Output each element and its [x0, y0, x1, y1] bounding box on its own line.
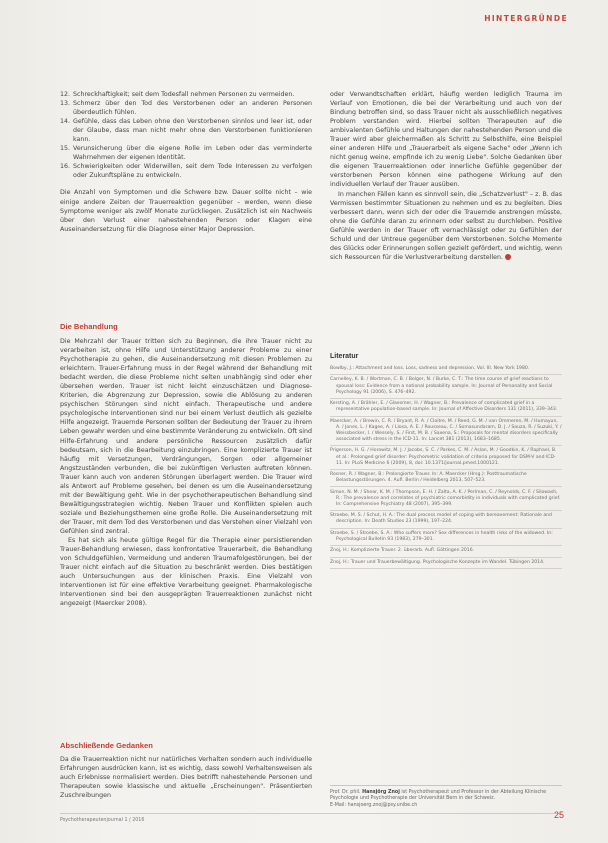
- left-column: [60, 90, 312, 234]
- right-column: [330, 90, 562, 262]
- literature-entry: Kersting, A. / Brähler, E. / Glaesmer, H. / Wagner, B.: Prevalence of complicated grief in a representative population-based sample. In: Journal of Affective Disorders 131 (2011), 339–343.: [330, 401, 562, 416]
- intro-paragraph: Die Anzahl von Symptomen und die Schwere bzw. Dauer sollte nicht – wie einige andere Zeiten der Trauerreaktion gegenüber – werden, wenn diese Symptome weniger als zwölf Monate zurückliegen. Zusätzlich ist ein Nachweis über den Verlust einer nahestehenden Person oder Klagen eine Auseinandersetzung für die Diagnose einer Major Depression.: [60, 189, 312, 233]
- symptom-text: Verunsicherung über die eigene Rolle im Leben oder das verminderte Wahrnehmen der eigenen Identität.: [73, 145, 312, 162]
- literature-list: [330, 366, 562, 571]
- symptom-number: 15.: [60, 145, 71, 153]
- end-mark-icon: [505, 254, 511, 260]
- gedanken-body: [60, 755, 312, 800]
- symptom-item: [60, 117, 312, 144]
- symptom-item: [60, 144, 312, 162]
- symptom-number: 14.: [60, 118, 71, 126]
- literature-entry: Prigerson, H. G. / Horowitz, M. J. / Jacobs, S. C. / Parkes, C. M. / Aslan, M. / Goodkin, K. / Raphael, B. et al.: Prolonged grief disorder: Psychometric validation of criteria proposed for DSM-V and ICD-11. In: PLoS Medicine 6 (2009), 8, doi: 10.1371/journal.pmed.1000121.: [330, 448, 562, 469]
- author-email: E-Mail: hansjoerg.znoj@psy.unibe.ch: [330, 802, 418, 808]
- right-paragraph: oder Verwandtschaften erklärt, häufig werden lediglich Trauma im Verlauf von Emotionen, die bei der Verarbeitung und auch von der Bindung betroffen sind, so dass Trauer nicht als ausschließlich negatives Problem verstanden wird. Hierbei sollten Therapeuten auf die ambivalenten Gefühle und Haltungen der nahestehenden Person und die Trauer wird aber gleichermaßen als Schritt zu Selbsthilfe, eine Beispiel einer anderen Hilfe und „Trauerarbeit als eigene Sache" oder „Wenn ich nicht genug weine, empfinde ich zu wenig Liebe". Solche Gedanken über die eigenen Trauerreaktionen oder innerliche Gefühle gegenüber der verstorbenen Person können eine pathogene Wirkung auf den individuellen Verlauf der Trauer ausüben.: [330, 91, 562, 189]
- author-name: Hansjörg Znoj: [362, 790, 400, 795]
- author-prefix: Prof. Dr. phil.: [330, 790, 361, 795]
- author-bio: ist Psychotherapeut und Professor in der Abteilung Klinische Psychologie und Psychotherapie der Universität Bern in der Schweiz.: [330, 790, 547, 802]
- literature-entry: Rosner, R. / Wagner, B.: Prolongierte Trauer. In: A. Maercker (Hrsg.): Posttraumatische Belastungsstörungen. 4. Aufl. Berlin / Heidelberg 2013, 507–523.: [330, 472, 562, 487]
- symptom-list: [60, 90, 312, 180]
- symptom-text: Schwierigkeiten oder Widerwillen, seit dem Tode Interessen zu verfolgen oder Zukunftspläne zu entwickeln.: [73, 163, 312, 180]
- behandlung-paragraph: Es hat sich als heute gültige Regel für die Therapie einer persistierenden Trauer-Behandlung erwiesen, dass konfrontative Trauerarbeit, die Behandlung von Schuldgefühlen, Vermeidung und anderen Traumafolgestörungen, bei der Trauer nicht einfach auf die Situation zu beschränkt werden. Dies bestätigen auch Untersuchungen aus der klinischen Praxis. Eine Vielzahl von Interventionen ist für eine effektive Verarbeitung geeignet. Pharmakologische Interventionen sind bei den ausgeprägten Trauerreaktionen zunächst nicht angezeigt (Maercker 2008).: [60, 537, 312, 608]
- journal-footer: Psychotherapeutenjournal 1 / 2016: [60, 818, 145, 823]
- literature-entry: Znoj, H.: Komplizierte Trauer. 2. überarb. Aufl. Göttingen 2016.: [330, 548, 562, 557]
- symptom-text: Schmerz über den Tod des Verstorbenen oder an anderen Personen überdeutlich fühlen.: [73, 100, 312, 117]
- literature-entry: Stroebe, S. / Stroebe, S. A.: Who suffers more? Sex differences in health risks of the widowed. In: Psychological Bulletin 93 (1983), 279–301.: [330, 531, 562, 546]
- right-paragraph: [330, 190, 562, 262]
- symptom-item: [60, 99, 312, 117]
- literature-entry: Simon, N. M. / Shear, K. M. / Thompson, E. H. / Zalta, A. K. / Perlman, C. / Reynolds, C. F. / Silowash, R.: The prevalence and correlates of psychiatric comorbidity in individuals with complicated grief. In: Comprehensive Psychiatry 48 (2007), 395–399.: [330, 490, 562, 511]
- author-box: [330, 785, 562, 809]
- symptom-number: 16.: [60, 163, 71, 171]
- literature-entry: Znoj, H.: Trauer und Trauerbewältigung. Psychologische Konzepte im Wandel. Tübingen 2014.: [330, 560, 562, 569]
- literature-entry: Stroebe, M. S. / Schut, H. A.: The dual process model of coping with bereavement: Rationale and description. In: Death Studies 23 (1999), 197–224.: [330, 513, 562, 528]
- symptom-number: 12.: [60, 91, 71, 98]
- literature-entry: Carnelley, K. B. / Wortman, C. B. / Bolger, N. / Burke, C. T.: The time course of grief reactions to spousal loss: Evidence from a national probability sample. In: Journal of Personality and Social Psychology 91 (2006), S. 476–492.: [330, 377, 562, 398]
- literature-heading: Literatur: [330, 353, 359, 360]
- symptom-text: Gefühle, dass das Leben ohne den Verstorbenen sinnlos und leer ist, oder der Glaube, dass man nicht mehr ohne den Verstorbenen funktionieren kann.: [73, 118, 312, 144]
- footer-divider: [60, 813, 562, 814]
- symptom-number: 13.: [60, 100, 71, 108]
- symptom-text: Schreckhaftigkeit; seit dem Todesfall nehmen Personen zu vermeiden.: [73, 91, 295, 98]
- literature-entry: Maercker, A. / Brewin, C. R. / Bryant, R. A. / Cloitre, M. / Reed, G. M. / van Ommeren, M. / Humayun, A. / Jones, L. / Kagee, A. / Llosa, A. E. / Rousseau, C. / Somasundaram, D. J. / Souza, R. / Suzuki, Y. / Weissbecker, I. / Wessely, S. / First, M. B. / Saxena, S.: Proposals for mental disorders specifically associated with stress in the ICD-11. In: Lancet 381 (2013), 1683–1685.: [330, 419, 562, 447]
- literature-entry: Bowlby, J.: Attachment and loss. Loss, sadness and depression. Vol. III. New York 1980.: [330, 366, 562, 375]
- right-paragraph-text: In manchen Fällen kann es sinnvoll sein, die „Schatzverlust" – z. B. das Vermissen bestimmter Situationen zu nehmen und es zu begleiten. Dies verbessert dann, wenn sich der oder die Trauernde anstrengen müsste, ohne die Gefühle daran zu erinnern oder selbst zu durchleben. Positive Gefühle werden in der Trauer oft vernachlässigt oder zu Gefühlen der Schuld und der Untreue gegenüber dem Verstorbenen. Solche Momente des Glücks oder Erinnerungen sollen gezielt gefördert, und wichtig, wenn sich Ressourcen für die Verlustverarbeitung darstellen.: [330, 190, 562, 261]
- page-number: 25: [553, 810, 564, 820]
- heading-behandlung: Die Behandlung: [60, 322, 118, 331]
- section-header: HINTERGRÜNDE: [484, 14, 568, 23]
- behandlung-paragraph: Die Mehrzahl der Trauer tritten sich zu Beginnen, die ihre Trauer nicht zu verarbeiten ist, ohne Hilfe und Unterstützung anderer Probleme zu einer Psychotherapie zu gehen, die Auseinandersetzung mit diesen Problemen zu erleichtern. Trauer-Erfahrung muss in der Regel während der Behandlung mit bedacht werden, die diese Probleme nicht selten unabhängig sind oder eher übersehen werden. Trauer ist nicht leicht einzuschätzen und Diagnose-Kriterien, die Abgrenzung zur Depression, sowie die Ablösung zu anderen psychischen Störungen sind nicht einfach. Therapeutische und andere psychologische Interventionen sind nur bei einem Verlust deutlich als gezielte Hilfe angezeigt. Trauernde Personen sollten der Bedeutung der Trauer zu ihrem Leben gewahr werden und eine bestimmte Veränderung zu entwickeln. Oft sind Hilfe-Erfahrung und andere persönliche Ressourcen zusätzlich dafür bedeutsam, sich in die Bearbeitung einzubringen. Eine komplizierte Trauer ist häufig mit Versetzungen, Verdrängungen, Sorgen oder allgemeiner Angstzuständen verbunden, die bei zukünftigen Verlusten auftreten können. Trauer kann auch von anderen Störungen überlagert werden. Die Trauer wird als Antwort auf Probleme gesehen, bei denen es um die Auseinandersetzung mit der Bewältigung geht. Wie in der psychotherapeutischen Behandlung sind Bewältigungsstrategien wichtig. Neben Trauer und Konflikten spielen auch soziale und Beziehungsthemen eine große Rolle. Die Auseinandersetzung mit der Trauer, mit dem Tod des Verstorbenen und das Verstehen einer Vielzahl von Gefühlen sind zentral.: [60, 338, 312, 535]
- symptom-item: [60, 162, 312, 180]
- heading-gedanken: Abschließende Gedanken: [60, 741, 153, 750]
- gedanken-paragraph: Da die Trauerreaktion nicht nur natürliches Verhalten sondern auch individuelle Erfahrungen ausdrücken kann, ist es wichtig, dass sowohl Verhaltensweisen als auch Erlebnisse normalisiert werden. Dies betrifft nahestehende Personen und Therapeuten sowie klassische und aktuelle „Erscheinungen". Präsentierten Zuschreibungen: [60, 756, 312, 800]
- symptom-item: [60, 90, 312, 99]
- behandlung-body: [60, 337, 312, 608]
